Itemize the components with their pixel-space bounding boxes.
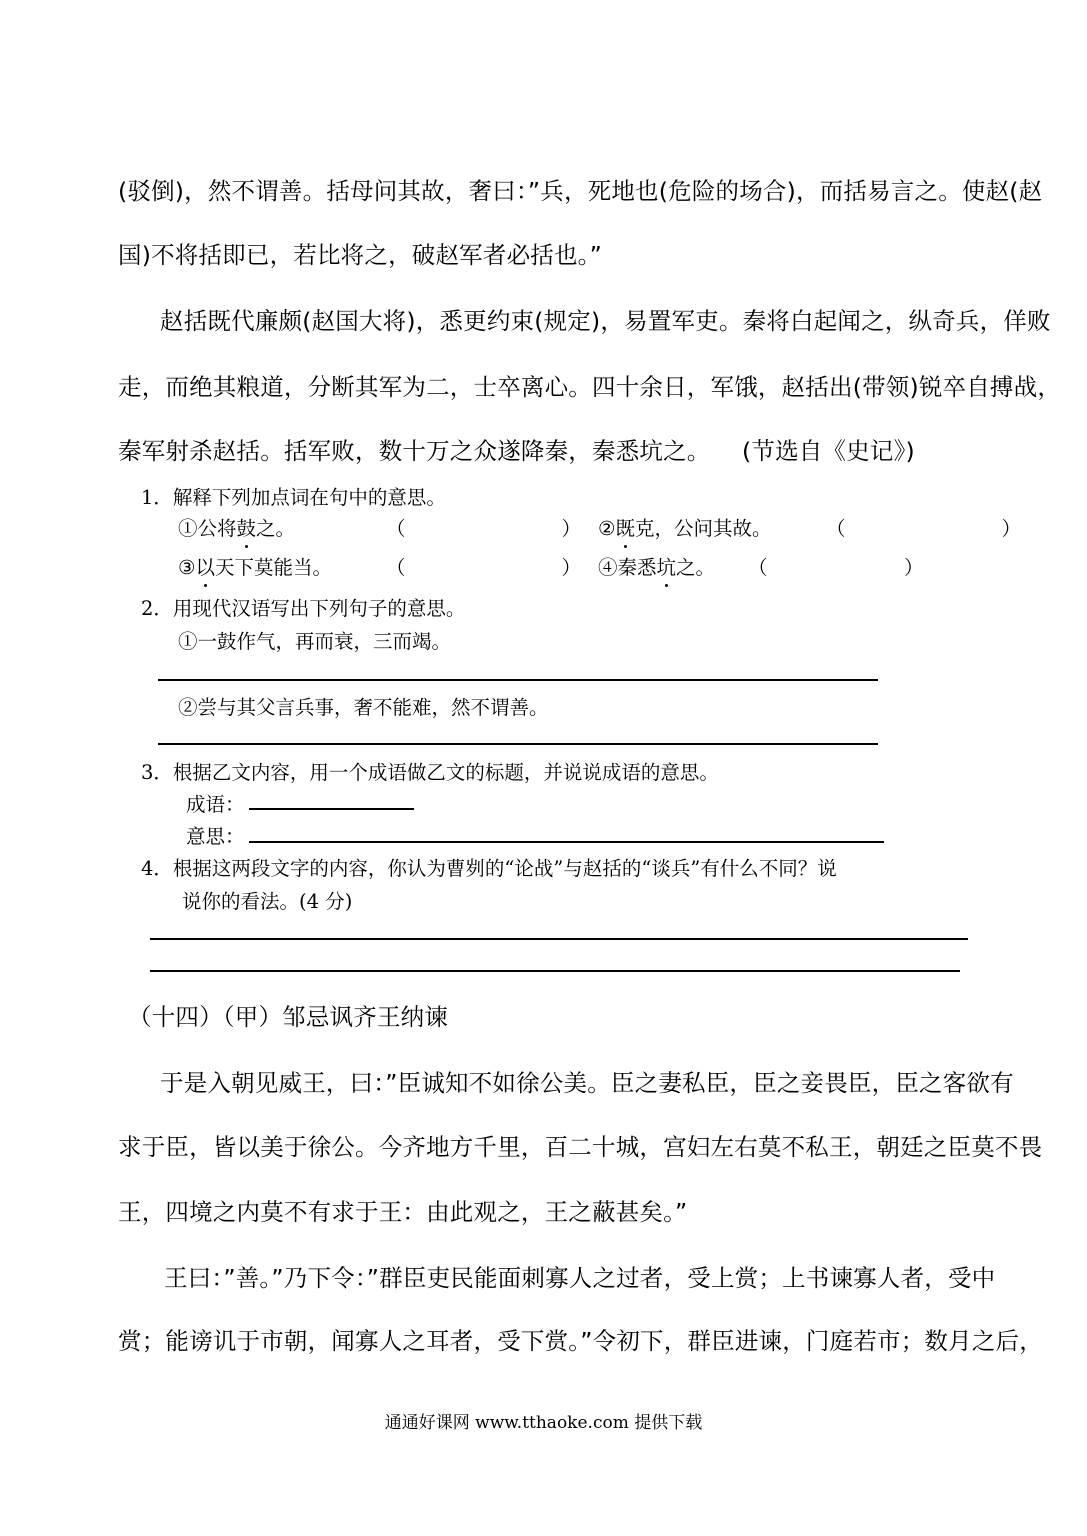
question-2-prompt: 2．用现代汉语写出下列句子的意思。: [141, 597, 466, 620]
answer-line[interactable]: [150, 970, 960, 972]
answer-blank-2[interactable]: （ ）: [826, 517, 1022, 540]
section14-line-4: 王曰：”善。”乃下令：”群臣吏民能面刺寡人之过者，受上赏；上书谏寡人者，受中: [164, 1264, 996, 1292]
question-4-prompt-line-1: 4．根据这两段文字的内容，你认为曹刿的“论战”与赵括的“谈兵”有什么不同？说: [141, 857, 837, 880]
passage-source: (节选自《史记》): [742, 437, 915, 465]
question-2-item-1: ①一鼓作气，再而衰，三而竭。: [178, 630, 452, 653]
question-3-prompt: 3．根据乙文内容，用一个成语做乙文的标题，并说说成语的意思。: [141, 761, 719, 784]
idiom-answer-line[interactable]: [249, 808, 414, 810]
answer-line[interactable]: [158, 743, 878, 745]
answer-blank-4[interactable]: （ ）: [748, 556, 924, 579]
answer-line[interactable]: [150, 938, 968, 940]
page-footer: 通通好课网 www.tthaoke.com 提供下载: [384, 1413, 703, 1433]
question-1-prompt: 1．解释下列加点词在句中的意思。: [141, 486, 446, 509]
answer-blank-3[interactable]: （ ）: [386, 556, 582, 579]
idiom-label: 成语：: [186, 793, 245, 816]
dotted-word: 坑: [657, 552, 677, 580]
passage-line-4: 走，而绝其粮道，分断其军为二，士卒离心。四十余日，军饿，赵括出(带领)锐卒自搏战，: [118, 373, 1062, 401]
answer-line[interactable]: [158, 679, 878, 681]
dotted-word: 以: [195, 552, 215, 580]
passage-line-5: 秦军射杀赵括。括军败，数十万之众遂降秦，秦悉坑之。: [118, 437, 711, 465]
meaning-answer-line[interactable]: [249, 841, 884, 843]
section14-line-5: 赏；能谤讥于市朝，闻寡人之耳者，受下赏。”令初下，群臣进谏，门庭若市；数月之后，: [118, 1327, 1043, 1355]
question-1-item-3: ③以天下莫能当。: [178, 552, 332, 580]
passage-line-2: 国)不将括即已，若比将之，破赵军者必括也。”: [118, 241, 602, 269]
question-2-item-2: ②尝与其父言兵事，奢不能难，然不谓善。: [178, 696, 549, 719]
dotted-word: 鼓: [237, 513, 257, 541]
section14-line-3: 王，四境之内莫不有求于王：由此观之，王之蔽甚矣。”: [118, 1198, 688, 1226]
passage-line-3: 赵括既代廉颇(赵国大将)，悉更约束(规定)，易置军吏。秦将白起闻之，纵奇兵，佯败: [160, 307, 1051, 335]
section14-line-1: 于是入朝见威王，曰：”臣诚知不如徐公美。臣之妻私臣，臣之妾畏臣，臣之客欲有: [160, 1069, 1014, 1097]
section-heading: （十四）（甲）邹忌讽齐王纳谏: [128, 1003, 449, 1031]
meaning-label: 意思：: [186, 825, 245, 848]
question-1-item-2: ②既克，公问其故。: [598, 513, 772, 541]
question-4-prompt-line-2: 说你的看法。(4 分): [182, 890, 353, 913]
answer-blank-1[interactable]: （ ）: [386, 517, 582, 540]
dotted-word: 既: [615, 513, 635, 541]
passage-line-1: (驳倒)，然不谓善。括母问其故，奢曰：”兵，死地也(危险的场合)，而括易言之。使赵(赵: [118, 177, 1043, 205]
section14-line-2: 求于臣，皆以美于徐公。今齐地方千里，百二十城，宫妇左右莫不私王，朝廷之臣莫不畏: [118, 1133, 1043, 1161]
question-1-item-1: ①公将鼓之。: [178, 513, 295, 541]
question-1-item-4: ④秦悉坑之。: [598, 552, 715, 580]
